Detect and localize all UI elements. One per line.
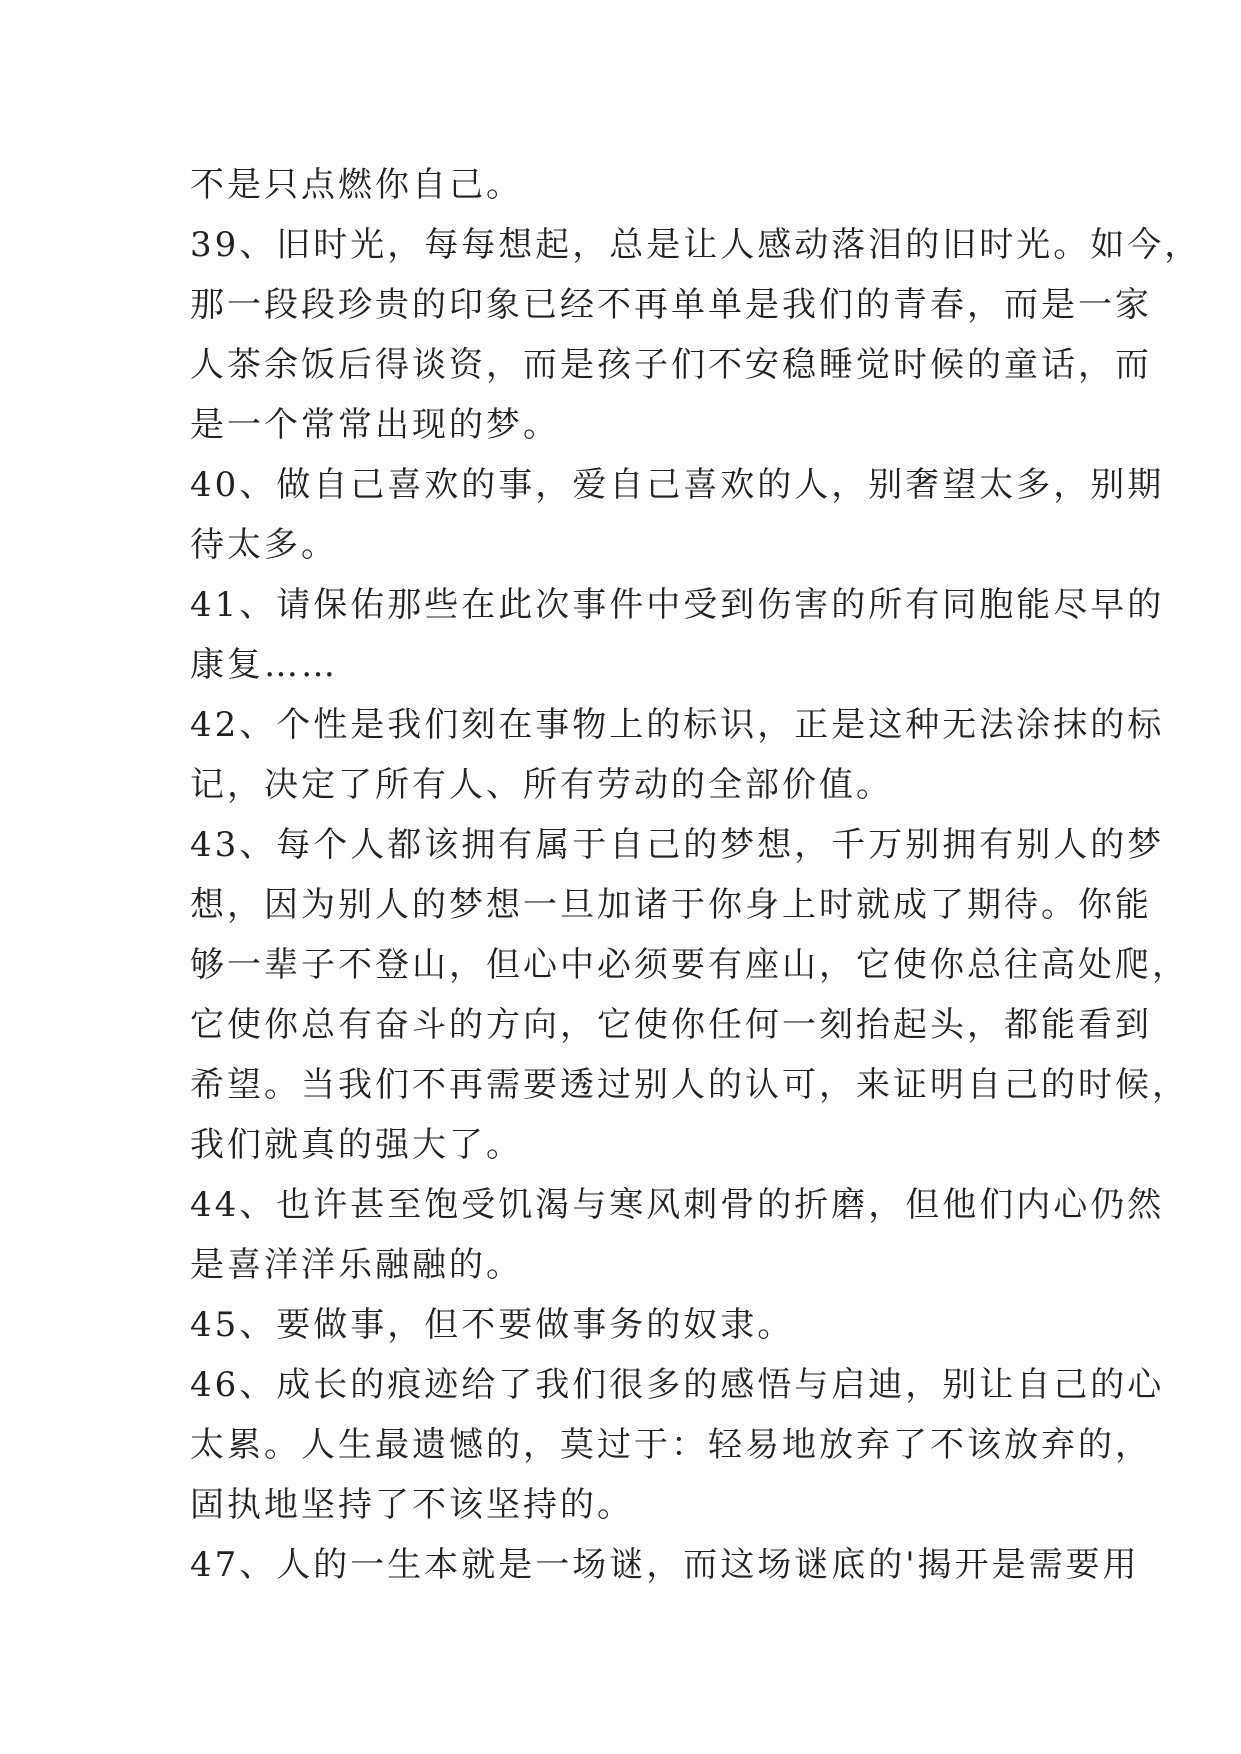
text-line: 40、做自己喜欢的事，爱自己喜欢的人，别奢望太多，别期	[190, 465, 1165, 505]
text-line: 是一个常常出现的梦。	[190, 405, 560, 445]
text-line: 记，决定了所有人、所有劳动的全部价值。	[190, 765, 893, 805]
text-line: 康复……	[190, 645, 338, 685]
text-line: 45、要做事，但不要做事务的奴隶。	[190, 1305, 795, 1345]
text-line: 想，因为别人的梦想一旦加诸于你身上时就成了期待。你能	[190, 885, 1152, 925]
text-line: 希望。当我们不再需要透过别人的认可，来证明自己的时候，	[190, 1065, 1189, 1105]
text-line: 固执地坚持了不该坚持的。	[190, 1485, 634, 1525]
text-line: 42、个性是我们刻在事物上的标识，正是这种无法涂抹的标	[190, 705, 1165, 745]
text-line: 43、每个人都该拥有属于自己的梦想，千万别拥有别人的梦	[190, 825, 1165, 865]
text-line: 太累。人生最遗憾的，莫过于：轻易地放弃了不该放弃的，	[190, 1425, 1152, 1465]
text-line: 待太多。	[190, 525, 338, 565]
text-line: 它使你总有奋斗的方向，它使你任何一刻抬起头，都能看到	[190, 1005, 1152, 1045]
text-line: 我们就真的强大了。	[190, 1125, 523, 1165]
text-line: 41、请保佑那些在此次事件中受到伤害的所有同胞能尽早的	[190, 585, 1165, 625]
text-line: 人茶余饭后得谈资，而是孩子们不安稳睡觉时候的童话，而	[190, 345, 1152, 385]
text-line: 是喜洋洋乐融融的。	[190, 1245, 523, 1285]
text-line: 够一辈子不登山，但心中必须要有座山，它使你总往高处爬，	[190, 945, 1189, 985]
text-line: 46、成长的痕迹给了我们很多的感悟与启迪，别让自己的心	[190, 1365, 1165, 1405]
document-body	[190, 155, 1202, 1595]
text-line: 不是只点燃你自己。	[190, 165, 523, 205]
text-line: 47、人的一生本就是一场谜，而这场谜底的'揭开是需要用	[190, 1545, 1140, 1585]
text-line: 44、也许甚至饱受饥渴与寒风刺骨的折磨，但他们内心仍然	[190, 1185, 1165, 1225]
text-line: 那一段段珍贵的印象已经不再单单是我们的青春，而是一家	[190, 285, 1152, 325]
text-line: 39、旧时光，每每想起，总是让人感动落泪的旧时光。如今，	[190, 225, 1202, 265]
